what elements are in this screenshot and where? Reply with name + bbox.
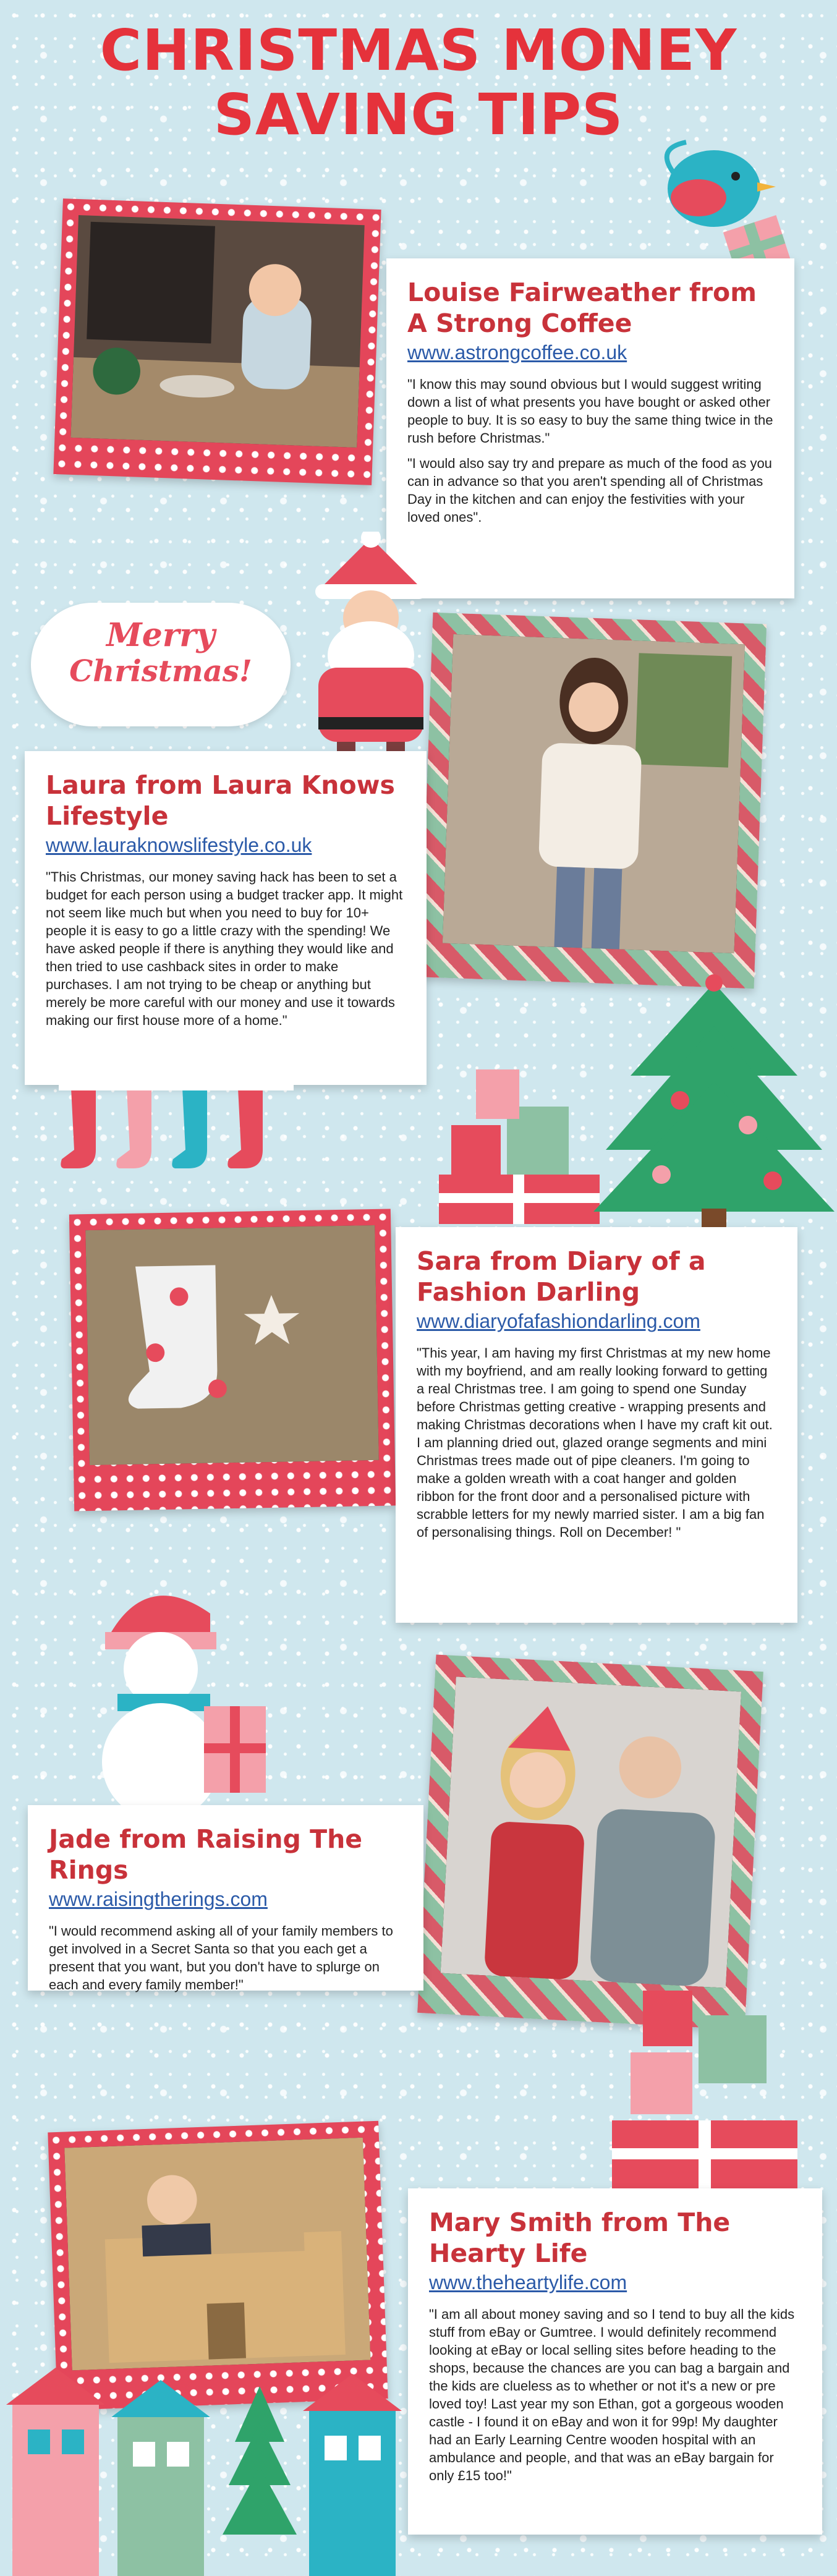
christmas-tree-icon: [593, 971, 835, 1230]
tip-card-jade: [28, 1805, 423, 1991]
photo-stocking-craft: [85, 1225, 379, 1465]
card-quote: "I would recommend asking all of your family members to get involved in a Secret Santa so that you each get a present that you want, but you don't have to splurge on each and every family member!": [49, 1923, 393, 1992]
card-link[interactable]: www.lauraknowslifestyle.co.uk: [46, 834, 312, 856]
merry-text: Merry: [106, 616, 215, 654]
photo-frame-5: [48, 2121, 388, 2410]
card-name: Jade from Raising The Rings: [49, 1824, 363, 1885]
card-quote: "This year, I am having my first Christmas at my new home with my boyfriend, and am really looking forward to getting a real Christmas tree. I am going to spend one Sunday before Christmas getting creative - wrapping presents and making Christmas decorations when I have my craft kit out. I am planning dried out, glazed orange segments and mini Christmas trees made out of pipe cleaners. I'm going to make a golden wreath with a coat hanger and golden ribbon for the front door and a personalised picture with scrabble letters for my newly married sister. I am a big fan of personalising things. Roll on December! ": [417, 1345, 773, 1540]
tip-card-mary: [408, 2188, 822, 2535]
merry-christmas-badge: [31, 603, 291, 726]
photo-child-castle: [64, 2138, 370, 2371]
card-name: Louise Fairweather from A Strong Coffee: [407, 278, 757, 338]
card-quote: "I am all about money saving and so I tend to buy all the kids stuff from eBay or Gumtree. I would definitely recommend looking at eBay or local selling sites before heading to the shops, because the chances are you can bag a bargain and the kids are clueless as to whether or not it's a new or pre loved toy! Last year my son Ethan, got a gorgeous wooden castle - I found it on eBay and won it for 99p! My daughter had an Early Learning Centre wooden hospital with an ambulance and people, and that was an eBay bargain for only £15 too!": [429, 2306, 795, 2483]
photo-frame-4: [417, 1655, 763, 2030]
santa-icon: [284, 532, 451, 785]
card-link[interactable]: www.theheartylife.com: [429, 2271, 627, 2293]
card-link[interactable]: www.diaryofafashiondarling.com: [417, 1310, 700, 1332]
card-link[interactable]: www.raisingtherings.com: [49, 1888, 268, 1910]
card-quote: "I know this may sound obvious but I would suggest writing down a list of what presents you have bought or asked other people to buy. It is so easy to buy the same thing twice in the rush before Christmas.": [407, 376, 773, 446]
photo-frame-1: [53, 198, 381, 485]
card-quote: "I would also say try and prepare as much of the food as you can in advance so that you aren't spending all of Christmas Day in the kitchen and can enjoy the festivities with your loved ones".: [407, 456, 772, 525]
tip-card-sara: [396, 1227, 797, 1623]
photo-couple: [441, 1677, 741, 1988]
photo-laura: [443, 634, 745, 953]
title-line-1: CHRISTMAS MONEY: [100, 17, 737, 83]
snowman-icon: [74, 1564, 291, 1836]
presents-icon: [427, 1051, 612, 1230]
stockings-icon: [59, 1076, 306, 1199]
photo-frame-3: [69, 1209, 396, 1511]
houses-icon: [0, 2368, 408, 2576]
photo-frame-2: [420, 613, 767, 988]
card-link[interactable]: www.astrongcoffee.co.uk: [407, 341, 627, 363]
page-title: [0, 19, 837, 147]
christmas-text: Christmas!: [69, 654, 252, 689]
tip-card-laura: [25, 751, 427, 1085]
card-quote: "This Christmas, our money saving hack has been to set a budget for each person using a budget tracker app. It might not seem like much but when you need to buy for 10+ people it is easy to go a little crazy with the spending! We have asked people if there is anything they would like and then tried to use cashback sites in order to make purchases. I am not trying to be cheap or anything but merely be more careful with our money and use it towards making our first house more of a home.": [46, 869, 403, 1028]
card-name: Mary Smith from The Hearty Life: [429, 2208, 731, 2268]
card-name: Sara from Diary of a Fashion Darling: [417, 1246, 706, 1307]
presents-icon: [606, 1978, 810, 2201]
photo-child-fireplace: [70, 215, 364, 448]
card-name: Laura from Laura Knows Lifestyle: [46, 770, 395, 831]
title-line-2: SAVING TIPS: [213, 82, 624, 148]
